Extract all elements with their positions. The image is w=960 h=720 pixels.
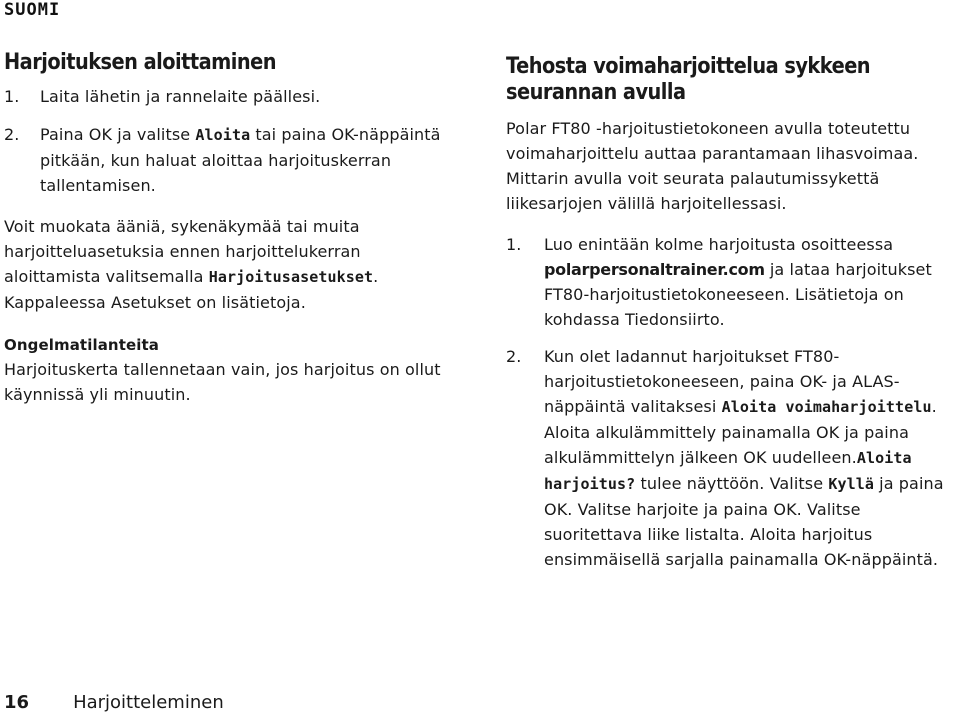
step-text-b: . Aloita alkulämmittely painamalla OK ja paina alkulämmittelyn jälkeen OK uudelleen.	[544, 397, 937, 467]
menu-term-strength: Aloita voimaharjoittelu	[721, 398, 932, 416]
step-text-c: tulee näyttöön. Valitse	[635, 474, 829, 493]
page-footer	[4, 692, 224, 713]
troubleshooting-heading: Ongelmatilanteita	[4, 336, 159, 354]
page-number: 16	[4, 692, 30, 713]
step-text	[40, 122, 448, 198]
title-line-2: seurannan avulla	[506, 80, 686, 105]
step-text-a: Kun olet ladannut harjoitukset FT80-harjoitustietokoneeseen, paina OK- ja ALAS-näppäintä valitaksesi	[544, 347, 900, 416]
list-item	[4, 122, 448, 198]
section-title-start: Harjoituksen aloittaminen	[4, 50, 277, 75]
step-text-pre: Paina OK ja valitse	[40, 125, 196, 144]
list-item	[506, 344, 956, 572]
menu-term-aloita: Aloita	[195, 126, 251, 144]
menu-term-start-prompt: Aloita harjoitus?	[544, 449, 912, 493]
step-number: 1.	[506, 235, 522, 254]
language-label: SUOMI	[4, 0, 61, 20]
settings-paragraph	[4, 214, 448, 315]
list-item	[4, 84, 448, 109]
step-text-pre: Luo enintään kolme harjoitusta osoitteessa	[544, 235, 894, 254]
list-item	[506, 232, 956, 332]
intro-paragraph: Polar FT80 -harjoitustietokoneen avulla toteutettu voimaharjoittelu auttaa parantamaan lihasvoimaa. Mittarin avulla voit seurata palautumissykettä liikesarjojen välillä harjoitellessasi.	[506, 119, 919, 213]
step-text	[544, 344, 956, 572]
website-link-text: polarpersonaltrainer.com	[544, 260, 765, 279]
section-title-strength	[506, 54, 902, 106]
step-text: Laita lähetin ja rannelaite päällesi.	[40, 87, 321, 106]
start-steps-list	[4, 84, 448, 198]
footer-section: Harjoitteleminen	[73, 692, 224, 713]
menu-term-settings: Harjoitusasetukset	[208, 268, 374, 286]
title-line-1: Tehosta voimaharjoittelua sykkeen	[506, 54, 871, 79]
step-number: 2.	[4, 125, 20, 144]
para-pre: Voit muokata ääniä, sykenäkymää tai muita harjoitteluasetuksia ennen harjoittelukerran aloittamista valitsemalla	[4, 217, 361, 286]
step-text-d: ja paina OK. Valitse harjoite ja paina OK. Valitse suoritettava liike listalta. Aloita harjoitus ensimmäisellä sarjalla painamalla OK-näppäintä.	[544, 474, 944, 569]
step-number: 1.	[4, 87, 20, 106]
strength-steps-list	[506, 232, 956, 572]
step-text	[544, 232, 956, 332]
step-number: 2.	[506, 347, 522, 366]
step-text-post: ja lataa harjoitukset FT80-harjoitustietokoneeseen. Lisätietoja on kohdassa Tiedonsiirto.	[544, 260, 932, 329]
troubleshooting-text: Harjoituskerta tallennetaan vain, jos harjoitus on ollut käynnissä yli minuutin.	[4, 360, 441, 404]
step-text-post: tai paina OK-näppäintä pitkään, kun haluat aloittaa harjoituskerran tallentamisen.	[40, 125, 441, 195]
para-post: . Kappaleessa Asetukset on lisätietoja.	[4, 267, 379, 312]
menu-term-yes: Kyllä	[828, 475, 874, 493]
left-column	[4, 50, 448, 407]
right-column	[506, 54, 956, 584]
